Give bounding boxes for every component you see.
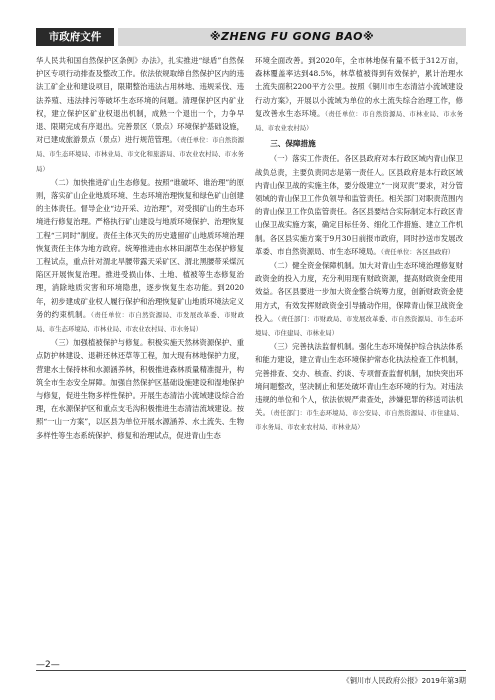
body-paragraph — [255, 152, 463, 259]
paragraph-heading: （二）加快推进矿山生态修复。 — [50, 177, 155, 187]
body-paragraph — [36, 176, 244, 336]
body-paragraph — [36, 54, 244, 176]
footer-rule — [36, 670, 466, 671]
body-paragraph — [255, 340, 463, 434]
paragraph-heading: （二）健全资金保障机制。 — [269, 261, 359, 271]
paragraph-text: 积极实施天然林资源保护、重点防护林建设、退耕还林还草等工程，加大现有林地保护力度，营建水土保持林和水源涵养林，积极推进森林质量精准提升，构筑全市生态安全屏障。加强自然保护区基础设施建设和湿地保护与修复，促进生物多样性保护。开展生态清洁小流域建设综合治理，在水源保护区和重点支毛沟积极推进生态清洁流域建设。按照“一山一方案”，以区县为单位开展水源涵养、水土流失、生物多样性等生态系统保护、修复和治理试点，促进青山生态 — [36, 338, 244, 440]
paragraph-text: 加大对青山生态环境治理修复财政资金的投入力度，充分利用现有财政资源，提高财政资金使用效益。各区县要进一步加大资金整合统筹力度，创新财政资金使用方式，有效发挥财政资金引导撬动作用，保障青山保卫战资金投入。 — [255, 261, 463, 323]
responsible-units: （责任单位：市自然资源局、市生态环境局、市林业局、市文化和旅游局、市农业农村局、市水务局） — [36, 136, 244, 173]
responsible-units: （责任部门：市财政局、市发展改革委、市自然资源局、市生态环境局、市住建局、市林业局） — [255, 314, 463, 338]
header-title: ※ZHENG FU GONG BAO※ — [209, 30, 375, 43]
responsible-units: （责任单位：市自然资源局、市发展改革委、市财政局、市生态环境局、市林业局、市农业农村局、市水务局） — [36, 310, 244, 334]
section-tag: 市政府文件 — [36, 28, 114, 46]
body-paragraph — [36, 336, 244, 442]
responsible-units: （责任单位：市自然资源局、市林业局、市水务局、市农业农村局） — [255, 109, 463, 133]
paragraph-text: 各区县政府对本行政区域内青山保卫战负总责，主要负责同志是第一责任人。区县政府是本行政区域内青山保卫战的实施主体，要分级建立“一岗双责”要求，对分管领域的青山保卫工作负领导和监管责任。相关部门对职责范围内的青山保卫工作负监管责任。各区县要结合实际制定本行政区青山保卫战实施方案，确定目标任务、细化工作措施、建立工作机制。各区县实施方案于9月30日前报市政府，同时抄送市发展改革委、市自然资源局、市生态环境局。 — [255, 154, 463, 256]
publication-info: 《铜川市人民政府公报》2019年第3期 — [342, 676, 466, 685]
page-header — [36, 28, 466, 46]
paragraph-text: 环境全面改善。到2020年，全市林地保有量不低于312万亩，森林覆盖率达到48.5%，林草植被得到有效保护，累计治理水土流失面积2200平方公里。按照《铜川市生态清洁小流域建设行动方案》，开展以小流域为单位的水土流失综合治理工作，修复改善水生态环境。 — [255, 56, 463, 118]
section-heading: 三、保障措施 — [270, 139, 316, 149]
paragraph-text: 华人民共和国自然保护区条例》办法》，扎实推进“绿盾”自然保护区专项行动排查及整改工作。依法依规取缔自然保护区内的违法工矿企业和建设项目，限期整治违法占用林地、违规采伐、违法养殖、违法排污等破坏生态环境的问题。清理保护区内矿业权，建立保护区矿业权退出机制，成熟一个退出一个，力争早退、限期完成有序退出。完善景区（景点）环境保护基础设施，对已建成旅游景点（景点）进行规范管理。 — [36, 56, 244, 145]
paragraph-heading: （一）落实工作责任。 — [269, 154, 345, 164]
paragraph-text: 强化生态环境保护综合执法体系和能力建设，建立青山生态环境保护常态化执法检查工作机制，完善排查、交办、核查、约谈、专项督查监督机制，加快突出环境问题整改，坚决制止和惩处破坏青山生态环境的行为。对违法违规的单位和个人，依法依规严肃查处，涉嫌犯罪的移送司法机关。 — [255, 342, 463, 418]
paragraph-text: 按照“谁破坏、谁治理”的原则，落实矿山企业地质环境、生态环境治理恢复和绿色矿山创建的主体责任。督导企业“边开采、边治理”，对受损矿山的生态环境进行修复治理。严格执行矿山建设与地质环境保护、治理恢复工程“三同时”制度。责任主体灭失的历史遗留矿山地质环境治理恢复责任主体为地方政府。统筹推进由水林田湖草生态保护修复工程试点，重点针对渭北旱腰带露天采矿区、渭北黑腰带采煤沉陷区开展恢复治理。推进受损山体、土地、植被等生态修复治理，消除地质灾害和环境隐患，逐步恢复生态功能。到2020年，初步建成矿业权人履行保护和治理恢复矿山地质环境法定义务的约束机制。 — [36, 177, 244, 319]
body-paragraph — [255, 54, 463, 135]
page-number: —2— — [36, 660, 66, 670]
right-column — [255, 54, 463, 435]
body-paragraph — [255, 259, 463, 340]
paragraph-heading: （三）加强植被保护与修复。 — [50, 338, 148, 348]
responsible-units: （责任单位：各区县政府） — [380, 247, 455, 256]
paragraph-heading: （三）完善执法监督机制。 — [269, 342, 359, 352]
responsible-units: （责任部门：市生态环境局、市公安局、市自然资源局、市住建局、市水务局、市农业农村局、市林业局） — [255, 409, 463, 432]
left-column — [36, 54, 244, 442]
header-band — [118, 28, 466, 46]
